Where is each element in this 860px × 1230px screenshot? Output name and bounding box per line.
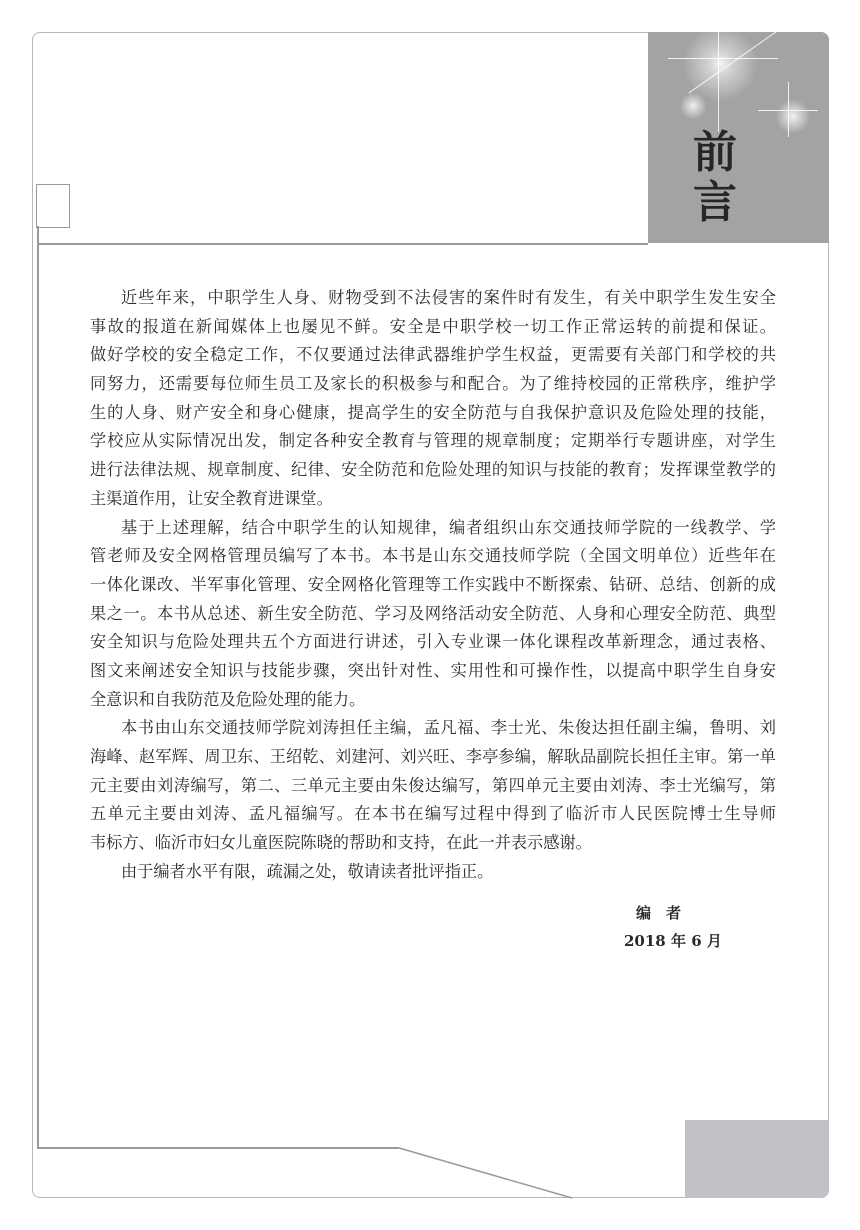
- text-line: 做好学校的安全稳定工作，不仅要通过法律武器维护学生权益，更需要有关部门和学校的共: [90, 345, 776, 365]
- text-line: 元主要由刘涛编写，第二、三单元主要由朱俊达编写，第四单元主要由刘涛、李士光编写，第: [90, 775, 776, 795]
- text-line: 生的人身、财产安全和身心健康，提高学生的安全防范与自我保护意识及危险处理的技能，: [90, 402, 776, 422]
- text-line: 近些年来，中职学生人身、财物受到不法侵害的案件时有发生，有关中职学生发生安全: [121, 288, 776, 307]
- text-line: 全意识和自我防范及危险处理的能力。: [90, 689, 366, 709]
- text-line: 同努力，还需要每位师生员工及家长的积极参与和配合。为了维持校园的正常秩序，维护学: [90, 374, 776, 394]
- text-line: 学校应从实际情况出发，制定各种安全教育与管理的规章制度；定期举行专题讲座，对学生: [90, 431, 776, 451]
- text-line: 管老师及安全网格管理员编写了本书。本书是山东交通技师学院（全国文明单位）近些年在: [90, 546, 776, 566]
- preface-body: [90, 284, 776, 886]
- paragraph: [90, 284, 776, 514]
- text-line: 事故的报道在新闻媒体上也屡见不鲜。安全是中职学校一切工作正常运转的前提和保证。: [90, 316, 776, 336]
- text-line: 海峰、赵军辉、周卫东、王绍乾、刘建河、刘兴旺、李亭参编，解耿品副院长担任主审。第一单: [90, 747, 776, 766]
- text-line: 基于上述理解，结合中职学生的认知规律，编者组织山东交通技师学院的一线教学、学: [121, 517, 776, 537]
- paragraph: [90, 714, 776, 857]
- text-line: 由于编者水平有限，疏漏之处，敬请读者批评指正。: [121, 861, 494, 881]
- paragraph: [90, 514, 776, 715]
- paragraph: [90, 858, 776, 887]
- text-line: 主渠道作用，让安全教育进课堂。: [90, 488, 333, 508]
- title-char: 言: [693, 177, 737, 228]
- text-line: 五单元主要由刘涛、孟凡福编写。在本书在编写过程中得到了临沂市人民医院博士生导师: [90, 804, 776, 824]
- text-line: 韦标方、临沂市妇女儿童医院陈晓的帮助和支持，在此一并表示感谢。: [90, 833, 592, 853]
- text-line: 进行法律法规、规章制度、纪律、安全防范和危险处理的知识与技能的教育；发挥课堂教学的: [90, 460, 776, 480]
- signature-date: 2018 年 6 月: [624, 932, 722, 950]
- text-line: 果之一。本书从总述、新生安全防范、学习及网络活动安全防范、人身和心理安全防范、典型: [90, 603, 776, 623]
- text-line: 安全知识与危险处理共五个方面进行讲述，引入专业课一体化课程改革新理念，通过表格、: [90, 632, 776, 652]
- text-line: 一体化课改、半军事化管理、安全网格化管理等工作实践中不断探索、钻研、总结、创新的成: [90, 574, 776, 594]
- title-char: 前: [693, 127, 737, 178]
- signature-author: 编 者: [636, 904, 682, 922]
- text-line: 图文来阐述安全知识与技能步骤，突出针对性、实用性和可操作性，以提高中职学生自身安: [90, 660, 776, 680]
- text-line: 本书由山东交通技师学院刘涛担任主编，孟凡福、李士光、朱俊达担任副主编，鲁明、刘: [121, 718, 776, 738]
- footer-decoration-block: [685, 1120, 829, 1198]
